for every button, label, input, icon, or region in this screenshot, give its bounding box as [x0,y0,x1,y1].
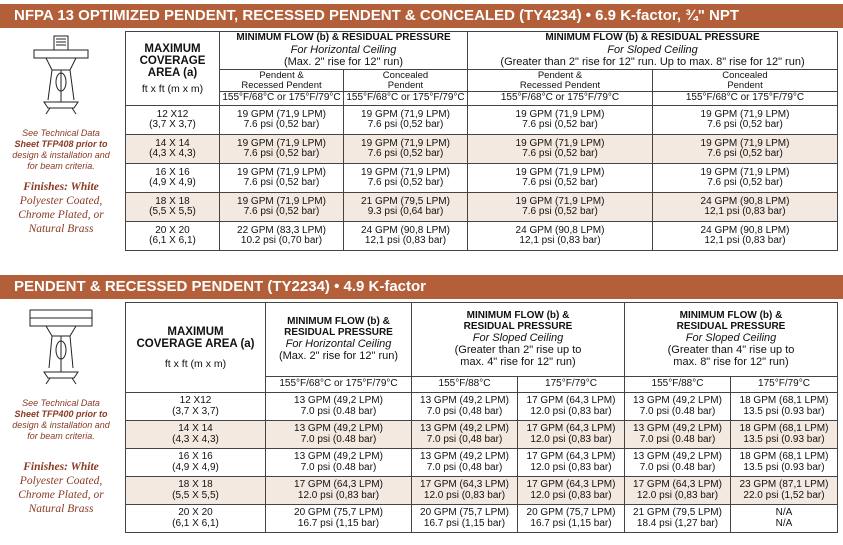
finishes-note: Finishes: White Polyester Coated, Chrome Plated, or Natural Brass [18,461,104,515]
flow-pressure-cell: 19 GPM (71,9 LPM) 7.6 psi (0,52 bar) [468,106,653,135]
sloped-ceiling-4in-header: MINIMUM FLOW (b) & RESIDUAL PRESSURE For Sloped Ceiling (Greater than 2" rise up to max. 4" rise for 12" run) [412,303,625,377]
flow-pressure-cell: 19 GPM (71,9 LPM) 7.6 psi (0,52 bar) [344,106,468,135]
section2-sidebar [0,306,122,516]
flow-pressure-cell: 24 GPM (90,8 LPM) 12,1 psi (0,83 bar) [344,222,468,251]
table-row [126,193,838,222]
table-row [126,135,838,164]
flow-pressure-cell: 21 GPM (79,5 LPM) 9.3 psi (0,64 bar) [344,193,468,222]
flow-pressure-cell: 21 GPM (79,5 LPM) 18.4 psi (1,27 bar) [625,505,731,533]
coverage-area-cell: 18 X 18 (5,5 X 5,5) [126,477,266,505]
section2-banner: PENDENT & RECESSED PENDENT (TY2234) • 4.9 K-factor [0,275,843,299]
flow-pressure-cell: 20 GPM (75,7 LPM) 16.7 psi (1,15 bar) [412,505,518,533]
section1-banner: NFPA 13 OPTIMIZED PENDENT, RECESSED PENDENT & CONCEALED (TY4234) • 6.9 K-factor, ¾" NPT [0,4,843,28]
flow-pressure-cell: 13 GPM (49,2 LPM) 7.0 psi (0.48 bar) [625,393,731,421]
flow-pressure-cell: 13 GPM (49,2 LPM) 7.0 psi (0.48 bar) [625,449,731,477]
flow-pressure-cell: 19 GPM (71,9 LPM) 7.6 psi (0,52 bar) [220,164,344,193]
flow-pressure-cell: 19 GPM (71,9 LPM) 7.6 psi (0,52 bar) [468,193,653,222]
flow-pressure-cell: 17 GPM (64,3 LPM) 12.0 psi (0,83 bar) [625,477,731,505]
flow-pressure-cell: 18 GPM (68,1 LPM) 13.5 psi (0.93 bar) [731,449,838,477]
flow-pressure-cell: 17 GPM (64,3 LPM) 12.0 psi (0,83 bar) [518,421,625,449]
flow-pressure-cell: 13 GPM (49,2 LPM) 7.0 psi (0.48 bar) [266,421,412,449]
temp-rating: 155°F/68°C or 175°F/79°C [653,92,838,106]
flow-pressure-cell: 19 GPM (71,9 LPM) 7.6 psi (0,52 bar) [653,135,838,164]
table-row [126,477,838,505]
table-row [126,449,838,477]
area-header: MAXIMUM COVERAGE AREA (a) ft x ft (m x m) [126,32,220,106]
coverage-area-cell: 16 X 16 (4,9 X 4,9) [126,164,220,193]
temp-rating: 175°F/79°C [518,377,625,393]
table-row [126,106,838,135]
temp-rating: 155°F/68°C or 175°F/79°C [266,377,412,393]
flow-pressure-cell: 17 GPM (64,3 LPM) 12.0 psi (0,83 bar) [266,477,412,505]
temp-rating: 155°F/88°C [625,377,731,393]
flow-pressure-cell: 13 GPM (49,2 LPM) 7.0 psi (0.48 bar) [625,421,731,449]
flow-pressure-cell: 17 GPM (64,3 LPM) 12.0 psi (0,83 bar) [518,449,625,477]
finishes-note: Finishes: White Polyester Coated, Chrome Plated, or Natural Brass [18,181,104,235]
horizontal-ceiling-header: MINIMUM FLOW (b) & RESIDUAL PRESSURE For Horizontal Ceiling (Max. 2" rise for 12" run) [220,32,468,70]
temp-rating: 155°F/68°C or 175°F/79°C [220,92,344,106]
flow-pressure-cell: 20 GPM (75,7 LPM) 16.7 psi (1,15 bar) [518,505,625,533]
flow-pressure-cell: N/A N/A [731,505,838,533]
table-row [126,505,838,533]
sloped-ceiling-header: MINIMUM FLOW (b) & RESIDUAL PRESSURE For Sloped Ceiling (Greater than 2" rise for 12" run. Up to max. 8" rise for 12" run) [468,32,838,70]
flow-pressure-cell: 23 GPM (87,1 LPM) 22.0 psi (1,52 bar) [731,477,838,505]
coverage-area-cell: 18 X 18 (5,5 X 5,5) [126,193,220,222]
table-row [126,222,838,251]
flow-pressure-cell: 17 GPM (64,3 LPM) 12.0 psi (0,83 bar) [412,477,518,505]
flow-pressure-cell: 19 GPM (71,9 LPM) 7.6 psi (0,52 bar) [220,106,344,135]
flow-pressure-cell: 18 GPM (68,1 LPM) 13.5 psi (0.93 bar) [731,393,838,421]
section1-sidebar [0,34,122,236]
col-pendent: Pendent & Recessed Pendent [220,70,344,92]
ty2234-flow-table [125,302,838,533]
flow-pressure-cell: 13 GPM (49,2 LPM) 7.0 psi (0,48 bar) [412,421,518,449]
coverage-area-cell: 12 X12 (3,7 X 3,7) [126,106,220,135]
area-header: MAXIMUM COVERAGE AREA (a) ft x ft (m x m) [126,303,266,393]
flow-pressure-cell: 22 GPM (83,3 LPM) 10.2 psi (0,70 bar) [220,222,344,251]
coverage-area-cell: 16 X 16 (4,9 X 4,9) [126,449,266,477]
flow-pressure-cell: 17 GPM (64,3 LPM) 12.0 psi (0,83 bar) [518,477,625,505]
sloped-ceiling-8in-header: MINIMUM FLOW (b) & RESIDUAL PRESSURE For Sloped Ceiling (Greater than 4" rise up to max. 8" rise for 12" run) [625,303,838,377]
flow-pressure-cell: 24 GPM (90,8 LPM) 12,1 psi (0,83 bar) [653,222,838,251]
flow-pressure-cell: 19 GPM (71,9 LPM) 7.6 psi (0,52 bar) [220,135,344,164]
temp-rating: 175°F/79°C [731,377,838,393]
flow-pressure-cell: 19 GPM (71,9 LPM) 7.6 psi (0,52 bar) [653,164,838,193]
temp-rating: 155°F/88°C [412,377,518,393]
flow-pressure-cell: 20 GPM (75,7 LPM) 16.7 psi (1,15 bar) [266,505,412,533]
flow-pressure-cell: 13 GPM (49,2 LPM) 7.0 psi (0,48 bar) [412,393,518,421]
table-row [126,164,838,193]
coverage-area-cell: 12 X12 (3,7 X 3,7) [126,393,266,421]
flow-pressure-cell: 19 GPM (71,9 LPM) 7.6 psi (0,52 bar) [468,135,653,164]
flow-pressure-cell: 19 GPM (71,9 LPM) 7.6 psi (0,52 bar) [468,164,653,193]
flow-pressure-cell: 13 GPM (49,2 LPM) 7.0 psi (0.48 bar) [266,393,412,421]
coverage-area-cell: 20 X 20 (6,1 X 6,1) [126,222,220,251]
flow-pressure-cell: 19 GPM (71,9 LPM) 7.6 psi (0,52 bar) [653,106,838,135]
col-concealed: Concealed Pendent [653,70,838,92]
flow-pressure-cell: 19 GPM (71,9 LPM) 7.6 psi (0,52 bar) [344,135,468,164]
flow-pressure-cell: 24 GPM (90,8 LPM) 12,1 psi (0,83 bar) [468,222,653,251]
temp-rating: 155°F/68°C or 175°F/79°C [468,92,653,106]
table-row [126,421,838,449]
flow-pressure-cell: 18 GPM (68,1 LPM) 13.5 psi (0.93 bar) [731,421,838,449]
flow-pressure-cell: 13 GPM (49,2 LPM) 7.0 psi (0,48 bar) [412,449,518,477]
coverage-area-cell: 14 X 14 (4,3 X 4,3) [126,421,266,449]
ty4234-flow-table [125,31,838,251]
tech-data-note: See Technical Data Sheet TFP400 prior to design & installation and for beam criteria. [12,398,110,441]
horizontal-ceiling-header: MINIMUM FLOW (b) & RESIDUAL PRESSURE For Horizontal Ceiling (Max. 2" rise for 12" run) [266,303,412,377]
flow-pressure-cell: 19 GPM (71,9 LPM) 7.6 psi (0,52 bar) [220,193,344,222]
col-concealed: Concealed Pendent [344,70,468,92]
coverage-area-cell: 14 X 14 (4,3 X 4,3) [126,135,220,164]
flow-pressure-cell: 19 GPM (71,9 LPM) 7.6 psi (0,52 bar) [344,164,468,193]
flow-pressure-cell: 17 GPM (64,3 LPM) 12.0 psi (0,83 bar) [518,393,625,421]
flow-pressure-cell: 24 GPM (90,8 LPM) 12,1 psi (0,83 bar) [653,193,838,222]
pendent-sprinkler-icon [26,306,96,392]
temp-rating: 155°F/68°C or 175°F/79°C [344,92,468,106]
pendent-sprinkler-icon [26,34,96,122]
table-row [126,393,838,421]
tech-data-note: See Technical Data Sheet TFP408 prior to design & installation and for beam criteria. [12,128,110,171]
flow-pressure-cell: 13 GPM (49,2 LPM) 7.0 psi (0.48 bar) [266,449,412,477]
col-pendent: Pendent & Recessed Pendent [468,70,653,92]
coverage-area-cell: 20 X 20 (6,1 X 6,1) [126,505,266,533]
